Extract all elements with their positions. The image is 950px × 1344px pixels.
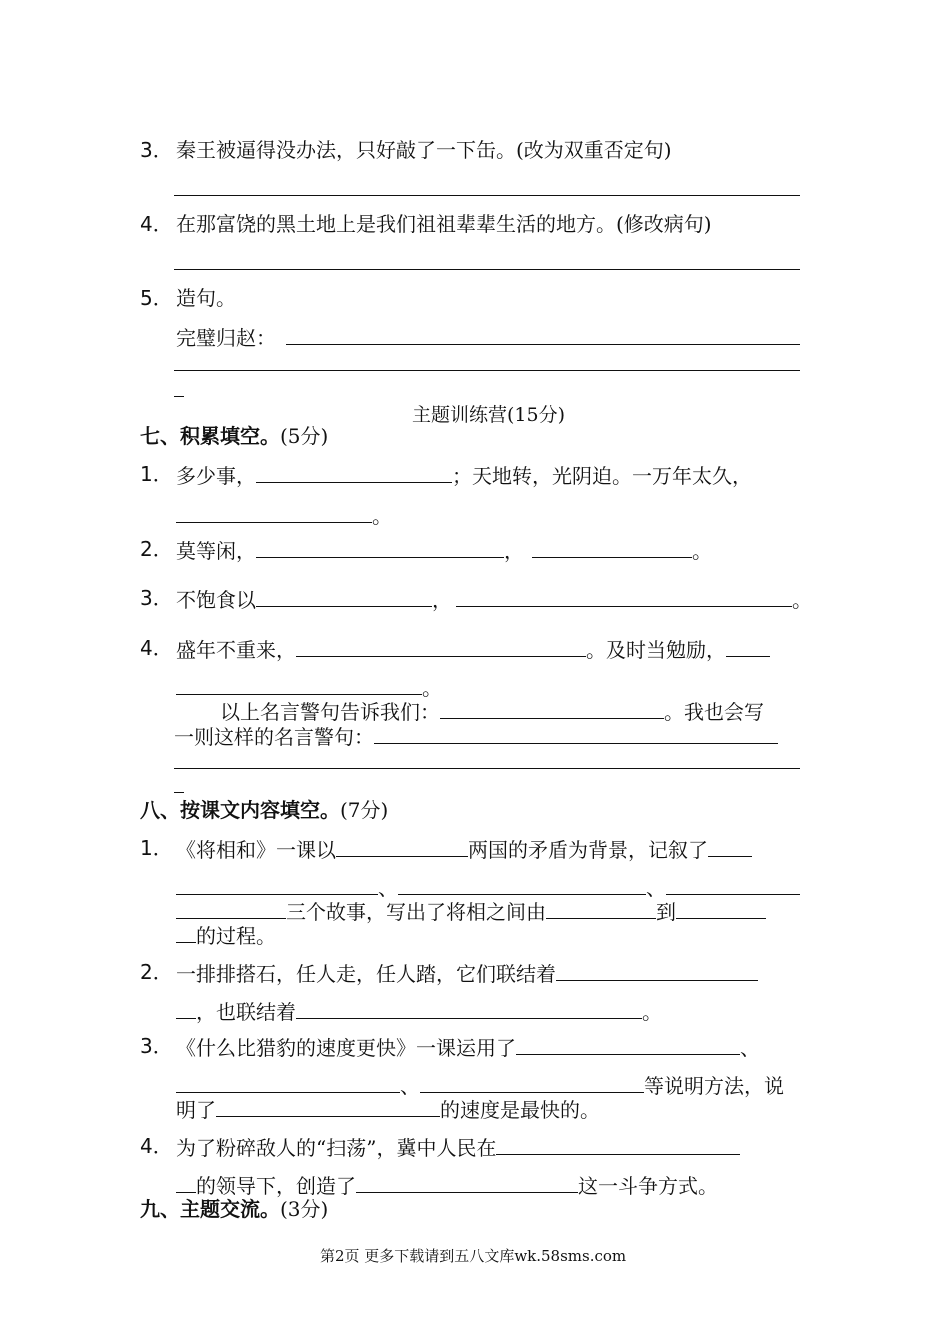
section8-score: (7分) [340, 798, 389, 822]
s8-q1-text-d: 、 [646, 876, 666, 900]
q4-number: 4． [140, 212, 173, 236]
s7-item4-blank-3[interactable] [176, 674, 422, 695]
s7-item2-text-a: 莫等闲， [176, 539, 256, 563]
s8-q1-line4 [176, 922, 276, 948]
s8-q1-blank-7[interactable] [546, 898, 656, 919]
s8-q1-blank-3[interactable] [176, 874, 378, 895]
s8-q1-blank-1[interactable] [336, 836, 468, 857]
s7-item1-text-c: 。 [372, 504, 392, 528]
section7-heading-text: 七、积累填空。 [140, 424, 280, 448]
s8-q2-blank-2[interactable] [176, 998, 196, 1019]
s7-item1-text-a: 多少事， [176, 464, 256, 488]
s7-item3-blank-1[interactable] [256, 586, 432, 607]
s8-q1-number: 1． [140, 836, 173, 860]
s7-item4-line [176, 636, 770, 662]
s7-summary-line [220, 698, 764, 724]
s7-item2-text-c: 。 [692, 539, 712, 563]
s8-q4-line1 [176, 1134, 740, 1160]
s7-item3-number: 3． [140, 586, 173, 610]
s7-item1-number: 1． [140, 462, 173, 486]
s8-q4-text-b: 的领导下，创造了 [196, 1174, 356, 1198]
s7-item2-blank-1[interactable] [256, 537, 504, 558]
s8-q4-blank-1[interactable] [496, 1134, 740, 1155]
s7-item4-text-c: 。 [422, 676, 442, 700]
s8-q1-blank-6[interactable] [176, 898, 286, 919]
s7-item4-text-a: 盛年不重来， [176, 638, 296, 662]
s8-q1-blank-2[interactable] [708, 836, 752, 857]
s7-item1-line2 [176, 502, 392, 528]
s7-item3-text-b: ， [432, 588, 452, 612]
s7-item2-line [176, 537, 712, 563]
s8-q4-text-c: 这一斗争方式。 [578, 1174, 718, 1198]
s8-q4-blank-3[interactable] [356, 1172, 578, 1193]
section9-heading-text: 九、主题交流。 [140, 1197, 280, 1221]
s7-item2-blank-2[interactable] [532, 537, 692, 558]
q4-text: 在那富饶的黑土地上是我们祖祖辈辈生活的地方。(修改病句) [176, 212, 712, 236]
q5-prompt: 完璧归赵： [176, 326, 276, 350]
q3-number: 3． [140, 138, 173, 162]
section7-heading [140, 424, 328, 448]
section8-heading-text: 八、按课文内容填空。 [140, 798, 340, 822]
s8-q1-text-b: 两国的矛盾为背景，记叙了 [468, 838, 708, 862]
s8-q2-line1 [176, 960, 758, 986]
s7-item1-blank-2[interactable] [176, 502, 372, 523]
s8-q3-blank-3[interactable] [420, 1072, 644, 1093]
q3-answer-line[interactable] [174, 195, 800, 196]
s7-item4-number: 4． [140, 636, 173, 660]
s8-q1-text-c: 、 [378, 876, 398, 900]
section7-score: (5分) [280, 424, 329, 448]
s8-q2-line2 [176, 998, 662, 1024]
s8-q1-blank-5[interactable] [666, 874, 800, 895]
s8-q1-text-e: 三个故事，写出了将相之间由 [286, 900, 546, 924]
s7-summary-blank[interactable] [440, 698, 664, 719]
s8-q3-text-e: 明了 [176, 1098, 216, 1122]
s7-write-blank-1[interactable] [374, 723, 778, 744]
s8-q4-line2 [176, 1172, 718, 1198]
s8-q3-blank-1[interactable] [516, 1034, 740, 1055]
s7-write-blank-2[interactable] [174, 768, 800, 769]
s8-q1-text-g: 的过程。 [196, 924, 276, 948]
s8-q2-text-a: 一排排搭石，任人走，任人踏，它们联结着 [176, 962, 556, 986]
s7-item2-text-b: ， [504, 539, 524, 563]
s8-q4-text-a: 为了粉碎敌人的“扫荡”，冀中人民在 [176, 1136, 497, 1160]
s8-q1-line1 [176, 836, 752, 862]
s8-q4-blank-2[interactable] [176, 1172, 196, 1193]
q3-text: 秦王被逼得没办法，只好敲了一下缶。(改为双重否定句) [176, 138, 672, 162]
s7-item1-text-b: ；天地转，光阴迫。一万年太久， [452, 464, 752, 488]
page-footer: 第2页 更多下载请到五八文库wk.58sms.com [320, 1247, 627, 1265]
s8-q2-text-b: ，也联结着 [196, 1000, 296, 1024]
s8-q3-text-b: 、 [740, 1036, 760, 1060]
s8-q3-text-d: 等说明方法，说 [644, 1074, 784, 1098]
s8-q1-blank-8[interactable] [676, 898, 766, 919]
s8-q1-line3 [176, 898, 766, 924]
s7-summary-text-b: 。我也会写 [664, 700, 764, 724]
s8-q2-text-c: 。 [642, 1000, 662, 1024]
s7-item1-blank-1[interactable] [256, 462, 452, 483]
s8-q2-blank-1[interactable] [556, 960, 758, 981]
s7-write-blank-3[interactable] [174, 792, 184, 793]
q5-answer-line-2[interactable] [174, 370, 800, 371]
s7-item2-number: 2． [140, 537, 173, 561]
s7-item4-line2 [176, 674, 442, 700]
s7-item4-blank-1[interactable] [296, 636, 586, 657]
s8-q3-number: 3． [140, 1034, 173, 1058]
s7-write-line [174, 723, 778, 749]
s7-summary-text-c: 一则这样的名言警句： [174, 725, 374, 749]
s7-summary-text-a: 以上名言警句告诉我们： [220, 700, 440, 724]
theme-title: 主题训练营(15分) [412, 404, 566, 426]
section8-heading [140, 798, 388, 822]
s8-q1-line2 [176, 874, 800, 900]
s8-q3-blank-2[interactable] [176, 1072, 400, 1093]
section9-score: (3分) [280, 1197, 329, 1221]
s8-q3-text-f: 的速度是最快的。 [440, 1098, 600, 1122]
s8-q3-blank-4[interactable] [216, 1096, 440, 1117]
s8-q1-blank-9[interactable] [176, 922, 196, 943]
s8-q1-text-f: 到 [656, 900, 676, 924]
s8-q3-line2 [176, 1072, 784, 1098]
s8-q3-line1 [176, 1034, 760, 1060]
s8-q3-text-a: 《什么比猎豹的速度更快》一课运用了 [176, 1036, 516, 1060]
section9-heading [140, 1197, 328, 1221]
q5-answer-line-3[interactable] [174, 396, 184, 397]
s8-q1-text-a: 《将相和》一课以 [176, 838, 336, 862]
s8-q4-number: 4． [140, 1134, 173, 1158]
s7-item1-line [176, 462, 752, 488]
s8-q2-number: 2． [140, 960, 173, 984]
s8-q1-blank-4[interactable] [398, 874, 646, 895]
q5-answer-line-1[interactable] [286, 344, 800, 345]
s7-item4-text-b: 。及时当勉励， [586, 638, 726, 662]
q5-number: 5． [140, 286, 173, 310]
q4-answer-line[interactable] [174, 269, 800, 270]
s8-q3-text-c: 、 [400, 1074, 420, 1098]
s7-item3-blank-2[interactable] [456, 586, 792, 607]
s7-item3-text-a: 不饱食以 [176, 588, 256, 612]
s7-item3-text-c: 。 [792, 588, 812, 612]
s8-q2-blank-3[interactable] [296, 998, 642, 1019]
s7-item4-blank-2[interactable] [726, 636, 770, 657]
q5-text: 造句。 [176, 286, 236, 310]
s8-q3-line3 [176, 1096, 600, 1122]
s7-item3-line [176, 586, 812, 612]
